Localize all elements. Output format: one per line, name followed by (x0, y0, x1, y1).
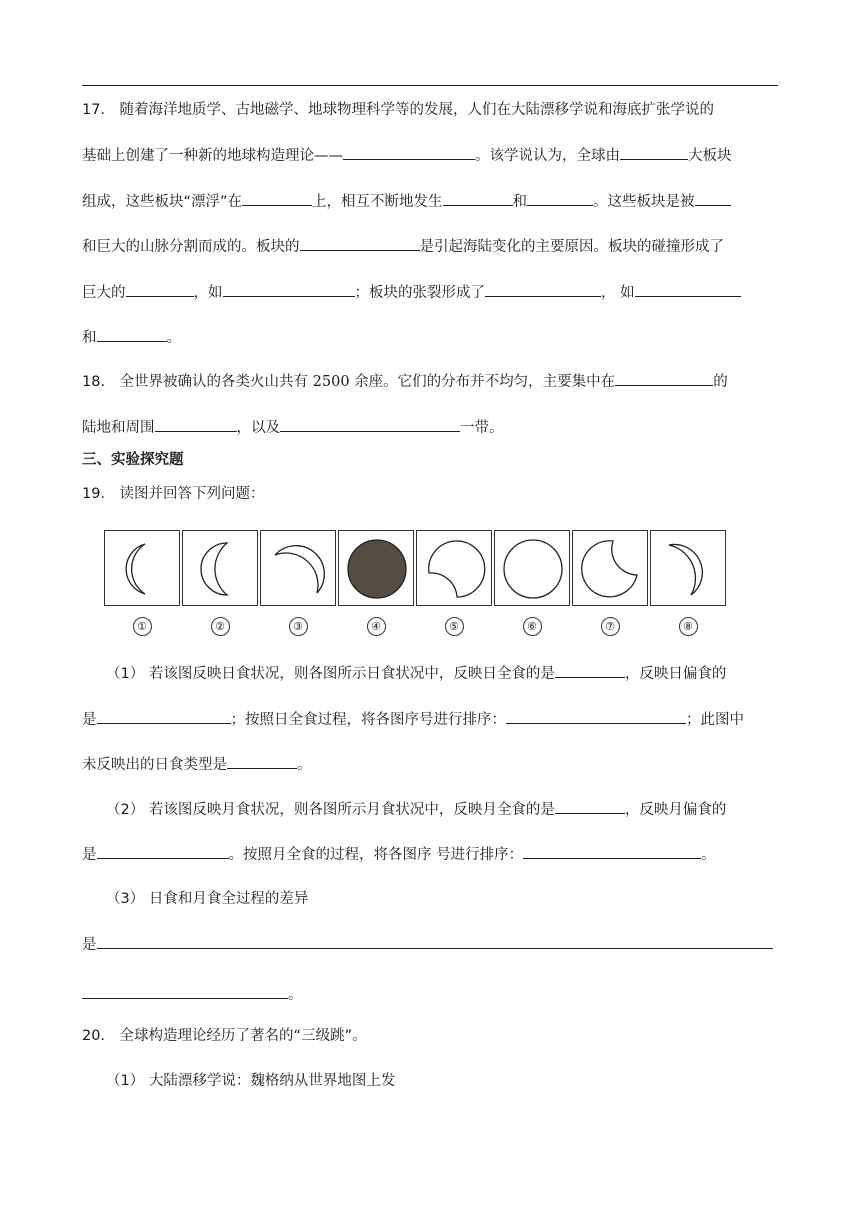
q18-line-2 (82, 415, 504, 439)
answer-blank[interactable] (635, 280, 741, 297)
eclipse-panel-1 (104, 530, 180, 606)
q17-text: ，如 (193, 285, 223, 301)
eclipse-panel-6 (494, 530, 570, 606)
panel-label-6: ⑥ (494, 614, 570, 638)
answer-blank[interactable] (343, 143, 475, 160)
q18-line-1 (82, 369, 728, 393)
q19-part1-line-1 (106, 661, 726, 685)
answer-blank[interactable] (443, 189, 513, 206)
answer-blank[interactable] (620, 143, 688, 160)
answer-blank[interactable] (615, 369, 713, 386)
q17-text: ；板块的张裂形成了 (354, 285, 485, 301)
answer-blank[interactable] (223, 280, 355, 297)
answer-blank[interactable] (485, 280, 601, 297)
q19-text: （1） 若该图反映日食状况，则各图所示日食状况中，反映日全食的是 (106, 666, 555, 682)
q18-text: 18． 全世界被确认的各类火山共有 (82, 374, 313, 390)
q19-part3-line-3 (82, 982, 303, 1006)
panel-label-5: ⑤ (416, 614, 492, 638)
q18-text: 的 (713, 374, 728, 390)
full-disk-shape (495, 531, 571, 607)
q17-line-1 (82, 98, 714, 122)
answer-blank[interactable] (97, 707, 231, 724)
q19-text: 是 (82, 937, 97, 953)
q19-text: ；此图中 (686, 712, 744, 728)
q17-line-6 (82, 325, 181, 349)
q17-text: 17． 随着海洋地质学、古地磁学、地球物理科学等的发展，人们在大陆漂移学说和海底扩张学说的 (82, 102, 715, 118)
eclipse-panel-5 (416, 530, 492, 606)
q17-text: 巨大的 (82, 285, 126, 301)
answer-blank[interactable] (300, 234, 420, 251)
q18-text: ，以及 (236, 420, 280, 436)
q19-text: 。按照月全食的过程，将各图序 号进行排序： (228, 847, 524, 863)
panel-label-2: ② (182, 614, 258, 638)
crescent-shape (651, 531, 727, 607)
q17-text: ， 如 (601, 285, 635, 301)
q17-line-2 (82, 143, 732, 167)
q17-text: 和 (82, 330, 97, 346)
answer-blank[interactable] (555, 661, 625, 678)
q19-text: 是 (82, 712, 97, 728)
answer-blank[interactable] (527, 189, 593, 206)
crescent-shape (261, 531, 337, 607)
q19-text: 。 (297, 757, 312, 773)
answer-blank[interactable] (695, 189, 731, 206)
eclipse-panel-7 (572, 530, 648, 606)
q19-text: 未反映出的日食类型是 (82, 757, 227, 773)
q19-text: ，反映日偏食的 (624, 666, 727, 682)
q18-text: 陆地和周围 (82, 420, 155, 436)
q19-text: （3） 日食和月食全过程的差异 (106, 891, 309, 907)
q20-part1: （1） 大陆漂移学说：魏格纳从世界地图上发 (106, 1073, 396, 1089)
q17-text: 是引起海陆变化的主要原因。板块的碰撞形成了 (419, 239, 724, 255)
q17-text: 。这些板块是被 (593, 194, 695, 210)
panel-label-7: ⑦ (572, 614, 648, 638)
answer-blank[interactable] (555, 797, 625, 814)
volcano-count: 2500 (312, 374, 350, 390)
q17-text: 。该学说认为，全球由 (475, 148, 620, 164)
answer-blank[interactable] (97, 325, 167, 342)
crescent-shape (183, 531, 259, 607)
answer-blank[interactable] (523, 842, 701, 859)
answer-blank[interactable] (82, 982, 288, 999)
eclipse-panel-4 (338, 530, 414, 606)
q19-part3-line-1 (106, 887, 308, 911)
q17-text: 基础上创建了一种新的地球构造理论—— (82, 148, 343, 164)
answer-blank[interactable] (506, 707, 686, 724)
dark-disk-shape (339, 531, 415, 607)
q19-part1-line-3 (82, 752, 312, 776)
q17-text: 和 (512, 194, 528, 210)
q19-part2-line-1 (106, 797, 726, 821)
q17-line-4 (82, 234, 724, 258)
panel-label-3: ③ (260, 614, 336, 638)
q17-text: 上，相互不断地发生 (312, 194, 443, 210)
q17-line-3 (82, 189, 731, 213)
panel-label-4: ④ (338, 614, 414, 638)
eclipse-panel-3 (260, 530, 336, 606)
crescent-shape (105, 531, 181, 607)
q19-text: 。 (288, 987, 303, 1003)
q17-text: 组成，这些板块“漂浮”在 (82, 194, 243, 210)
header-rule (82, 85, 778, 86)
q18-text: 一带。 (460, 420, 504, 436)
answer-blank[interactable] (97, 842, 229, 859)
q19-part1-line-2 (82, 707, 744, 731)
answer-blank[interactable] (227, 752, 297, 769)
partial-disk-shape (417, 531, 493, 607)
answer-blank[interactable] (126, 280, 194, 297)
answer-blank[interactable] (155, 415, 237, 432)
q19-text: 是 (82, 847, 97, 863)
partial-disk-shape (573, 531, 649, 607)
q19-text: ，反映月偏食的 (624, 802, 727, 818)
q20-intro: 20． 全球构造理论经历了著名的“三级跳”。 (82, 1028, 367, 1044)
panel-label-8: ⑧ (650, 614, 726, 638)
eclipse-panel-2 (182, 530, 258, 606)
q17-text: 大板块 (688, 148, 732, 164)
q17-text: 。 (166, 330, 181, 346)
q19-text: ；按照日全食过程，将各图序号进行排序： (230, 712, 506, 728)
eclipse-panel-8 (650, 530, 726, 606)
q19-text: （2） 若该图反映月食状况，则各图所示月食状况中，反映月全食的是 (106, 802, 555, 818)
answer-blank[interactable] (97, 932, 773, 949)
section-heading: 三、实验探究题 (82, 452, 184, 468)
eclipse-figure (104, 530, 730, 642)
q18-text: 余座。它们的分布并不均匀，主要集中在 (349, 374, 616, 390)
q19-part2-line-2 (82, 842, 716, 866)
answer-blank[interactable] (242, 189, 312, 206)
q19-text: 。 (701, 847, 716, 863)
q17-text: 和巨大的山脉分割而成的。板块的 (82, 239, 300, 255)
q19-part3-line-2 (82, 932, 773, 956)
panel-label-1: ① (104, 614, 180, 638)
q17-line-5 (82, 280, 741, 304)
answer-blank[interactable] (280, 415, 460, 432)
q19-intro: 19． 读图并回答下列问题： (82, 486, 265, 502)
